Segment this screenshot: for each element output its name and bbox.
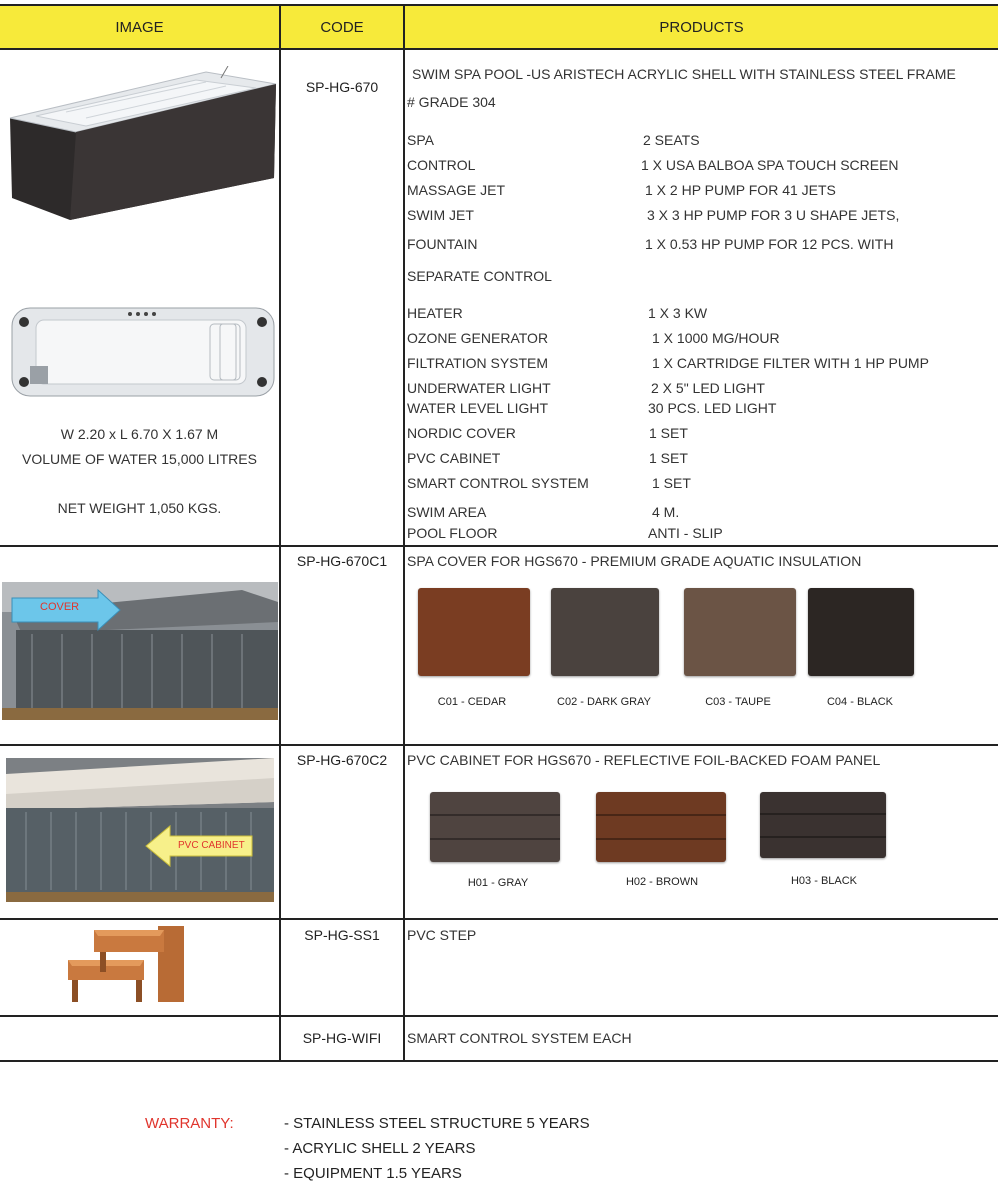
spec-label: WATER LEVEL LIGHT (407, 400, 549, 416)
warranty-item: - EQUIPMENT 1.5 YEARS (284, 1165, 462, 1182)
cover-tag: COVER (40, 601, 80, 613)
swatch-gray-panel[interactable] (430, 792, 560, 862)
spec-label: CONTROL (407, 157, 476, 173)
header-code-label: CODE (320, 18, 364, 36)
col-divider-2 (403, 4, 405, 1062)
cabinet-title: PVC CABINET FOR HGS670 - REFLECTIVE FOIL-BACKED FOAM PANEL (407, 752, 881, 768)
spec-value: 1 X 3 KW (648, 305, 708, 321)
product-title-line1: SWIM SPA POOL -US ARISTECH ACRYLIC SHELL WITH STAINLESS STEEL FRAME (412, 66, 956, 82)
spec-value: ANTI - SLIP (648, 525, 723, 541)
table-bottom-border (0, 1060, 998, 1062)
code-sp-hg-670c2: SP-HG-670C2 (296, 752, 388, 768)
cover-title: SPA COVER FOR HGS670 - PREMIUM GRADE AQUATIC INSULATION (407, 553, 862, 569)
header-image-label: IMAGE (115, 18, 164, 36)
header-products (405, 6, 998, 48)
spec-value: 2 X 5" LED LIGHT (651, 380, 765, 396)
spec-value: 1 SET (652, 475, 691, 491)
step-title: PVC STEP (407, 927, 477, 943)
spec-label: NORDIC COVER (407, 425, 516, 441)
swatch-cedar[interactable] (418, 588, 530, 676)
spa-volume: VOLUME OF WATER 15,000 LITRES (22, 451, 257, 467)
header-image (0, 6, 279, 48)
spec-label: SWIM JET (407, 207, 474, 223)
swim-spa-top-image (10, 306, 276, 398)
warranty-label: WARRANTY: (145, 1115, 234, 1132)
spec-label: FILTRATION SYSTEM (407, 355, 549, 371)
spec-value: 4 M. (652, 504, 680, 520)
code-sp-hg-670c1: SP-HG-670C1 (296, 553, 388, 569)
spec-label: FOUNTAIN (407, 236, 478, 252)
swatch-label: H02 - BROWN (625, 876, 699, 888)
spec-value: 1 X 2 HP PUMP FOR 41 JETS (645, 182, 836, 198)
spec-label: SMART CONTROL SYSTEM (407, 475, 589, 491)
spec-value: 1 SET (649, 450, 688, 466)
spec-label: PVC CABINET (407, 450, 501, 466)
header-products-label: PRODUCTS (659, 18, 744, 36)
spec-value: 1 SET (649, 425, 688, 441)
row4-bottom-border (0, 1015, 998, 1017)
spec-value: 2 SEATS (643, 132, 700, 148)
pvc-step-image (64, 924, 188, 1006)
spec-value: 3 X 3 HP PUMP FOR 3 U SHAPE JETS, (647, 207, 900, 223)
row3-bottom-border (0, 918, 998, 920)
swatch-taupe[interactable] (684, 588, 796, 676)
swatch-black-panel[interactable] (760, 792, 886, 858)
code-sp-hg-ss1: SP-HG-SS1 (304, 927, 380, 943)
spec-value: 1 X 0.53 HP PUMP FOR 12 PCS. WITH (645, 236, 894, 252)
swatch-label: C03 - TAUPE (705, 696, 771, 708)
swatch-label: H01 - GRAY (467, 877, 529, 889)
spec-label: OZONE GENERATOR (407, 330, 549, 346)
spec-label: POOL FLOOR (407, 525, 498, 541)
row1-bottom-border (0, 545, 998, 547)
swatch-label: C01 - CEDAR (437, 696, 507, 708)
spec-value: 1 X CARTRIDGE FILTER WITH 1 HP PUMP (652, 355, 929, 371)
spec-value: 1 X USA BALBOA SPA TOUCH SCREEN (641, 157, 899, 173)
wifi-title: SMART CONTROL SYSTEM EACH (407, 1030, 632, 1046)
pvc-cabinet-photo (6, 758, 274, 902)
swatch-black[interactable] (808, 588, 914, 676)
pvc-cabinet-tag: PVC CABINET (178, 840, 245, 851)
swatch-label: H03 - BLACK (790, 875, 858, 887)
swim-spa-side-image (6, 66, 278, 226)
warranty-item: - STAINLESS STEEL STRUCTURE 5 YEARS (284, 1115, 590, 1132)
product-title-line2: # GRADE 304 (407, 94, 496, 110)
code-sp-hg-wifi: SP-HG-WIFI (302, 1030, 382, 1046)
swatch-label: C04 - BLACK (826, 696, 894, 708)
spec-label: SEPARATE CONTROL (407, 268, 552, 284)
row2-bottom-border (0, 744, 998, 746)
spec-label: SWIM AREA (407, 504, 487, 520)
header-bottom-border (0, 48, 998, 50)
code-sp-hg-670: SP-HG-670 (305, 79, 379, 95)
swatch-brown-panel[interactable] (596, 792, 726, 862)
table-top-border (0, 4, 998, 6)
spec-value: 30 PCS. LED LIGHT (648, 400, 777, 416)
spec-label: MASSAGE JET (407, 182, 506, 198)
col-divider-1 (279, 4, 281, 1062)
spec-label: HEATER (407, 305, 463, 321)
spa-weight: NET WEIGHT 1,050 KGS. (57, 500, 222, 516)
swatch-label: C02 - DARK GRAY (557, 696, 651, 708)
spec-label: SPA (407, 132, 434, 148)
spec-value: 1 X 1000 MG/HOUR (652, 330, 780, 346)
spa-dimensions: W 2.20 x L 6.70 X 1.67 M (60, 426, 219, 442)
spec-label: UNDERWATER LIGHT (407, 380, 551, 396)
swatch-dark-gray[interactable] (551, 588, 659, 676)
header-code (281, 6, 403, 48)
warranty-item: - ACRYLIC SHELL 2 YEARS (284, 1140, 476, 1157)
